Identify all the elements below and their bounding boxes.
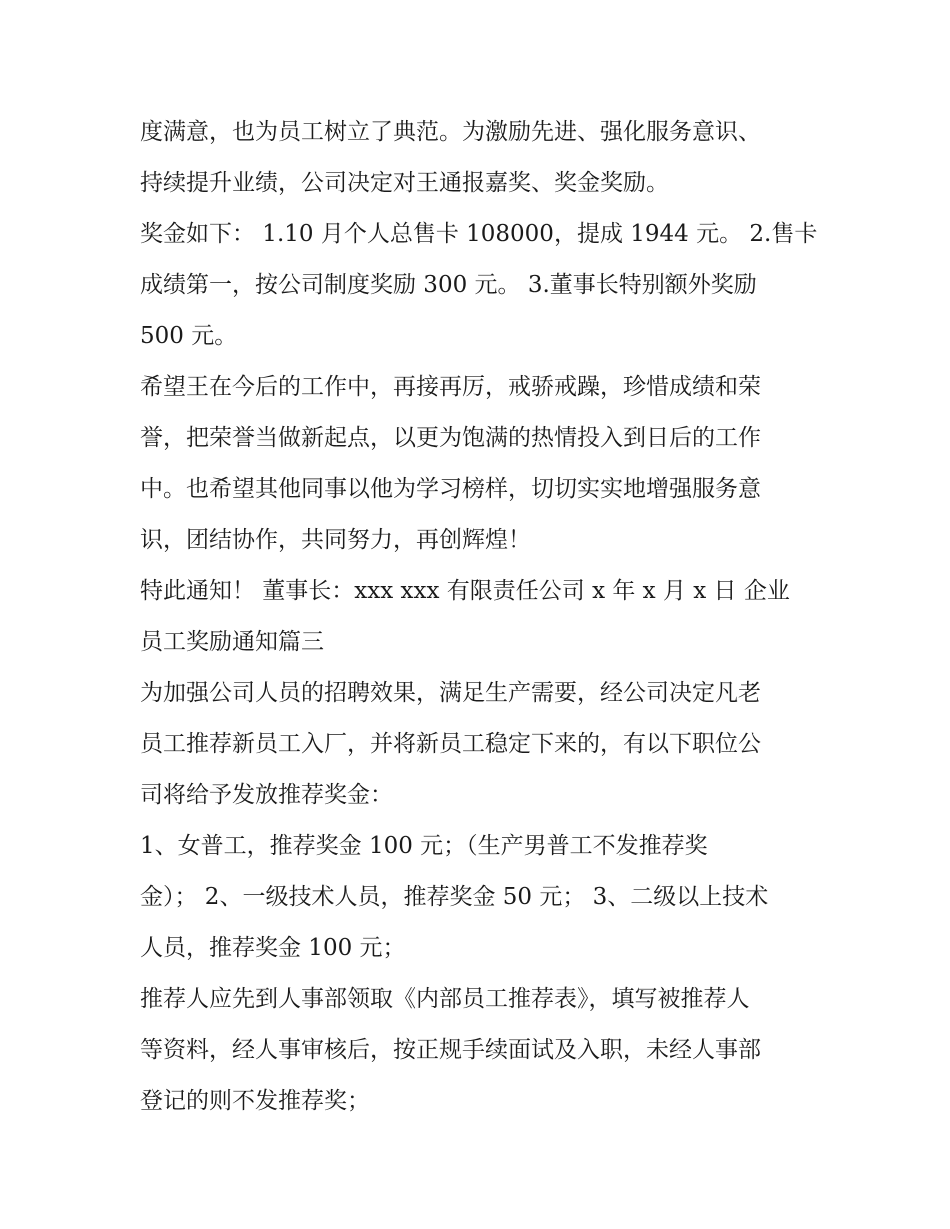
text-line: 员工推荐新员工入厂，并将新员工稳定下来的，有以下职位公 [140, 731, 761, 757]
text-line: 金）； 2、一级技术人员，推荐奖金 50 元； 3、二级以上技术 [140, 884, 769, 910]
text-line: 中。也希望其他同事以他为学习榜样，切切实实地增强服务意 [140, 476, 761, 502]
text-line: 推荐人应先到人事部领取《内部员工推荐表》，填写被推荐人 [140, 986, 750, 1012]
text-line: 特此通知！ 董事长：xxx xxx 有限责任公司 x 年 x 月 x 日 企业 [140, 578, 790, 604]
text-line: 司将给予发放推荐奖金： [140, 782, 393, 808]
text-line: 成绩第一，按公司制度奖励 300 元。 3.董事长特别额外奖励 [140, 272, 757, 298]
text-line: 奖金如下： 1.10 月个人总售卡 108000，提成 1944 元。 2.售卡 [140, 221, 818, 247]
text-line: 员工奖励通知篇三 [140, 629, 324, 655]
text-line: 誉，把荣誉当做新起点，以更为饱满的热情投入到日后的工作 [140, 425, 761, 451]
text-line: 登记的则不发推荐奖； [140, 1088, 370, 1114]
text-line: 500 元。 [140, 323, 238, 349]
text-line: 识，团结协作，共同努力，再创辉煌！ [140, 527, 531, 553]
text-line: 持续提升业绩，公司决定对王通报嘉奖、奖金奖励。 [140, 170, 669, 196]
text-line: 等资料，经人事审核后，按正规手续面试及入职，未经人事部 [140, 1037, 761, 1063]
text-line: 1、女普工，推荐奖金 100 元；（生产男普工不发推荐奖 [140, 833, 708, 859]
text-line: 为加强公司人员的招聘效果，满足生产需要，经公司决定凡老 [140, 680, 761, 706]
document-body [140, 107, 820, 1127]
text-line: 希望王在今后的工作中，再接再厉，戒骄戒躁，珍惜成绩和荣 [140, 374, 761, 400]
text-line: 度满意，也为员工树立了典范。为激励先进、强化服务意识、 [140, 119, 761, 145]
text-line: 人员，推荐奖金 100 元； [140, 935, 406, 961]
